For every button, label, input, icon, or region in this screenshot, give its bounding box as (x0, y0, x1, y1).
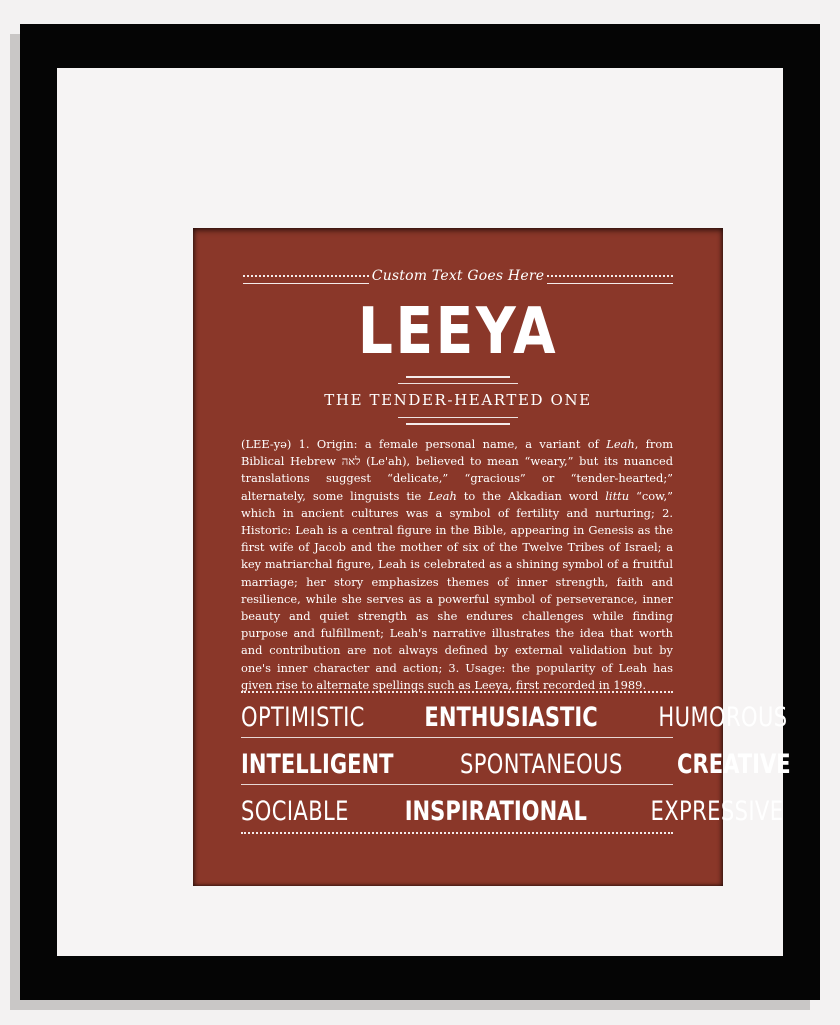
divider-rule (406, 376, 510, 378)
trait-word: INTELLIGENT (241, 748, 394, 780)
divider-rule (398, 383, 518, 384)
name-print (193, 228, 791, 886)
definition-italic: littu (605, 488, 630, 503)
divider-rule (406, 423, 510, 425)
divider-rule (398, 417, 518, 418)
definition-italic: Leah (428, 488, 457, 503)
trait-word: SPONTANEOUS (459, 748, 623, 780)
trait-word: EXPRESSIVE (650, 795, 784, 827)
traits-row (241, 791, 784, 831)
traits-dotted-divider-top (241, 691, 673, 693)
picture-frame (20, 24, 820, 1000)
name-heading: LEEYA (357, 295, 559, 369)
definition-text: (LEE-yə) 1. Origin: a female personal name, a variant of (241, 437, 607, 451)
trait-word: SOCIABLE (241, 795, 349, 827)
traits-row (241, 697, 788, 738)
name-definition (241, 436, 673, 694)
trait-word: INSPIRATIONAL (405, 795, 588, 827)
trait-word: OPTIMISTIC (241, 701, 365, 733)
definition-italic: Leah (606, 437, 635, 451)
custom-text-row (243, 268, 673, 288)
definition-text: “cow,” which in ancient cultures was a symbol of fertility and nurturing; 2. Historic: Leah is a central figure in the Bible, appearing in Genesis as the first wife of Jacob and the mother of six of the Twelve Tribes of Israel; a key matriarchal figure, Leah is celebrated as a shining symbol of a fruitful marriage; her story emphasizes themes of inner strength, faith and resilience, while she serves as a powerful symbol of perseverance, inner beauty and quiet strength as she endures challenges while finding purpose and fulfillment; Leah's narrative illustrates the idea that worth and contribution are not always defined by external validation but by one's inner character and action; 3. Usage: the popularity of Leah has given rise to alternate spellings such as Leeya, first recorded in 1989. (241, 488, 673, 692)
mat-board (57, 68, 791, 956)
traits-row (241, 744, 791, 785)
custom-text: Custom Text Goes Here (371, 268, 545, 284)
trait-word: HUMOROUS (658, 701, 788, 733)
dotted-divider-right (547, 275, 673, 284)
traits-dotted-divider-bottom (241, 832, 673, 834)
definition-text: to the Akkadian word (456, 488, 606, 503)
name-subtitle: THE TENDER-HEARTED ONE (324, 391, 592, 409)
definition-text: , from Biblical Hebrew לאה (Le'ah), believed to mean “weary,” but its nuanced translations suggest “delicate,” “gracious” or “tender-hearted;” alternately, some linguists tie (241, 437, 673, 503)
trait-word: ENTHUSIASTIC (424, 701, 598, 733)
trait-word: CREATIVE (677, 748, 791, 780)
